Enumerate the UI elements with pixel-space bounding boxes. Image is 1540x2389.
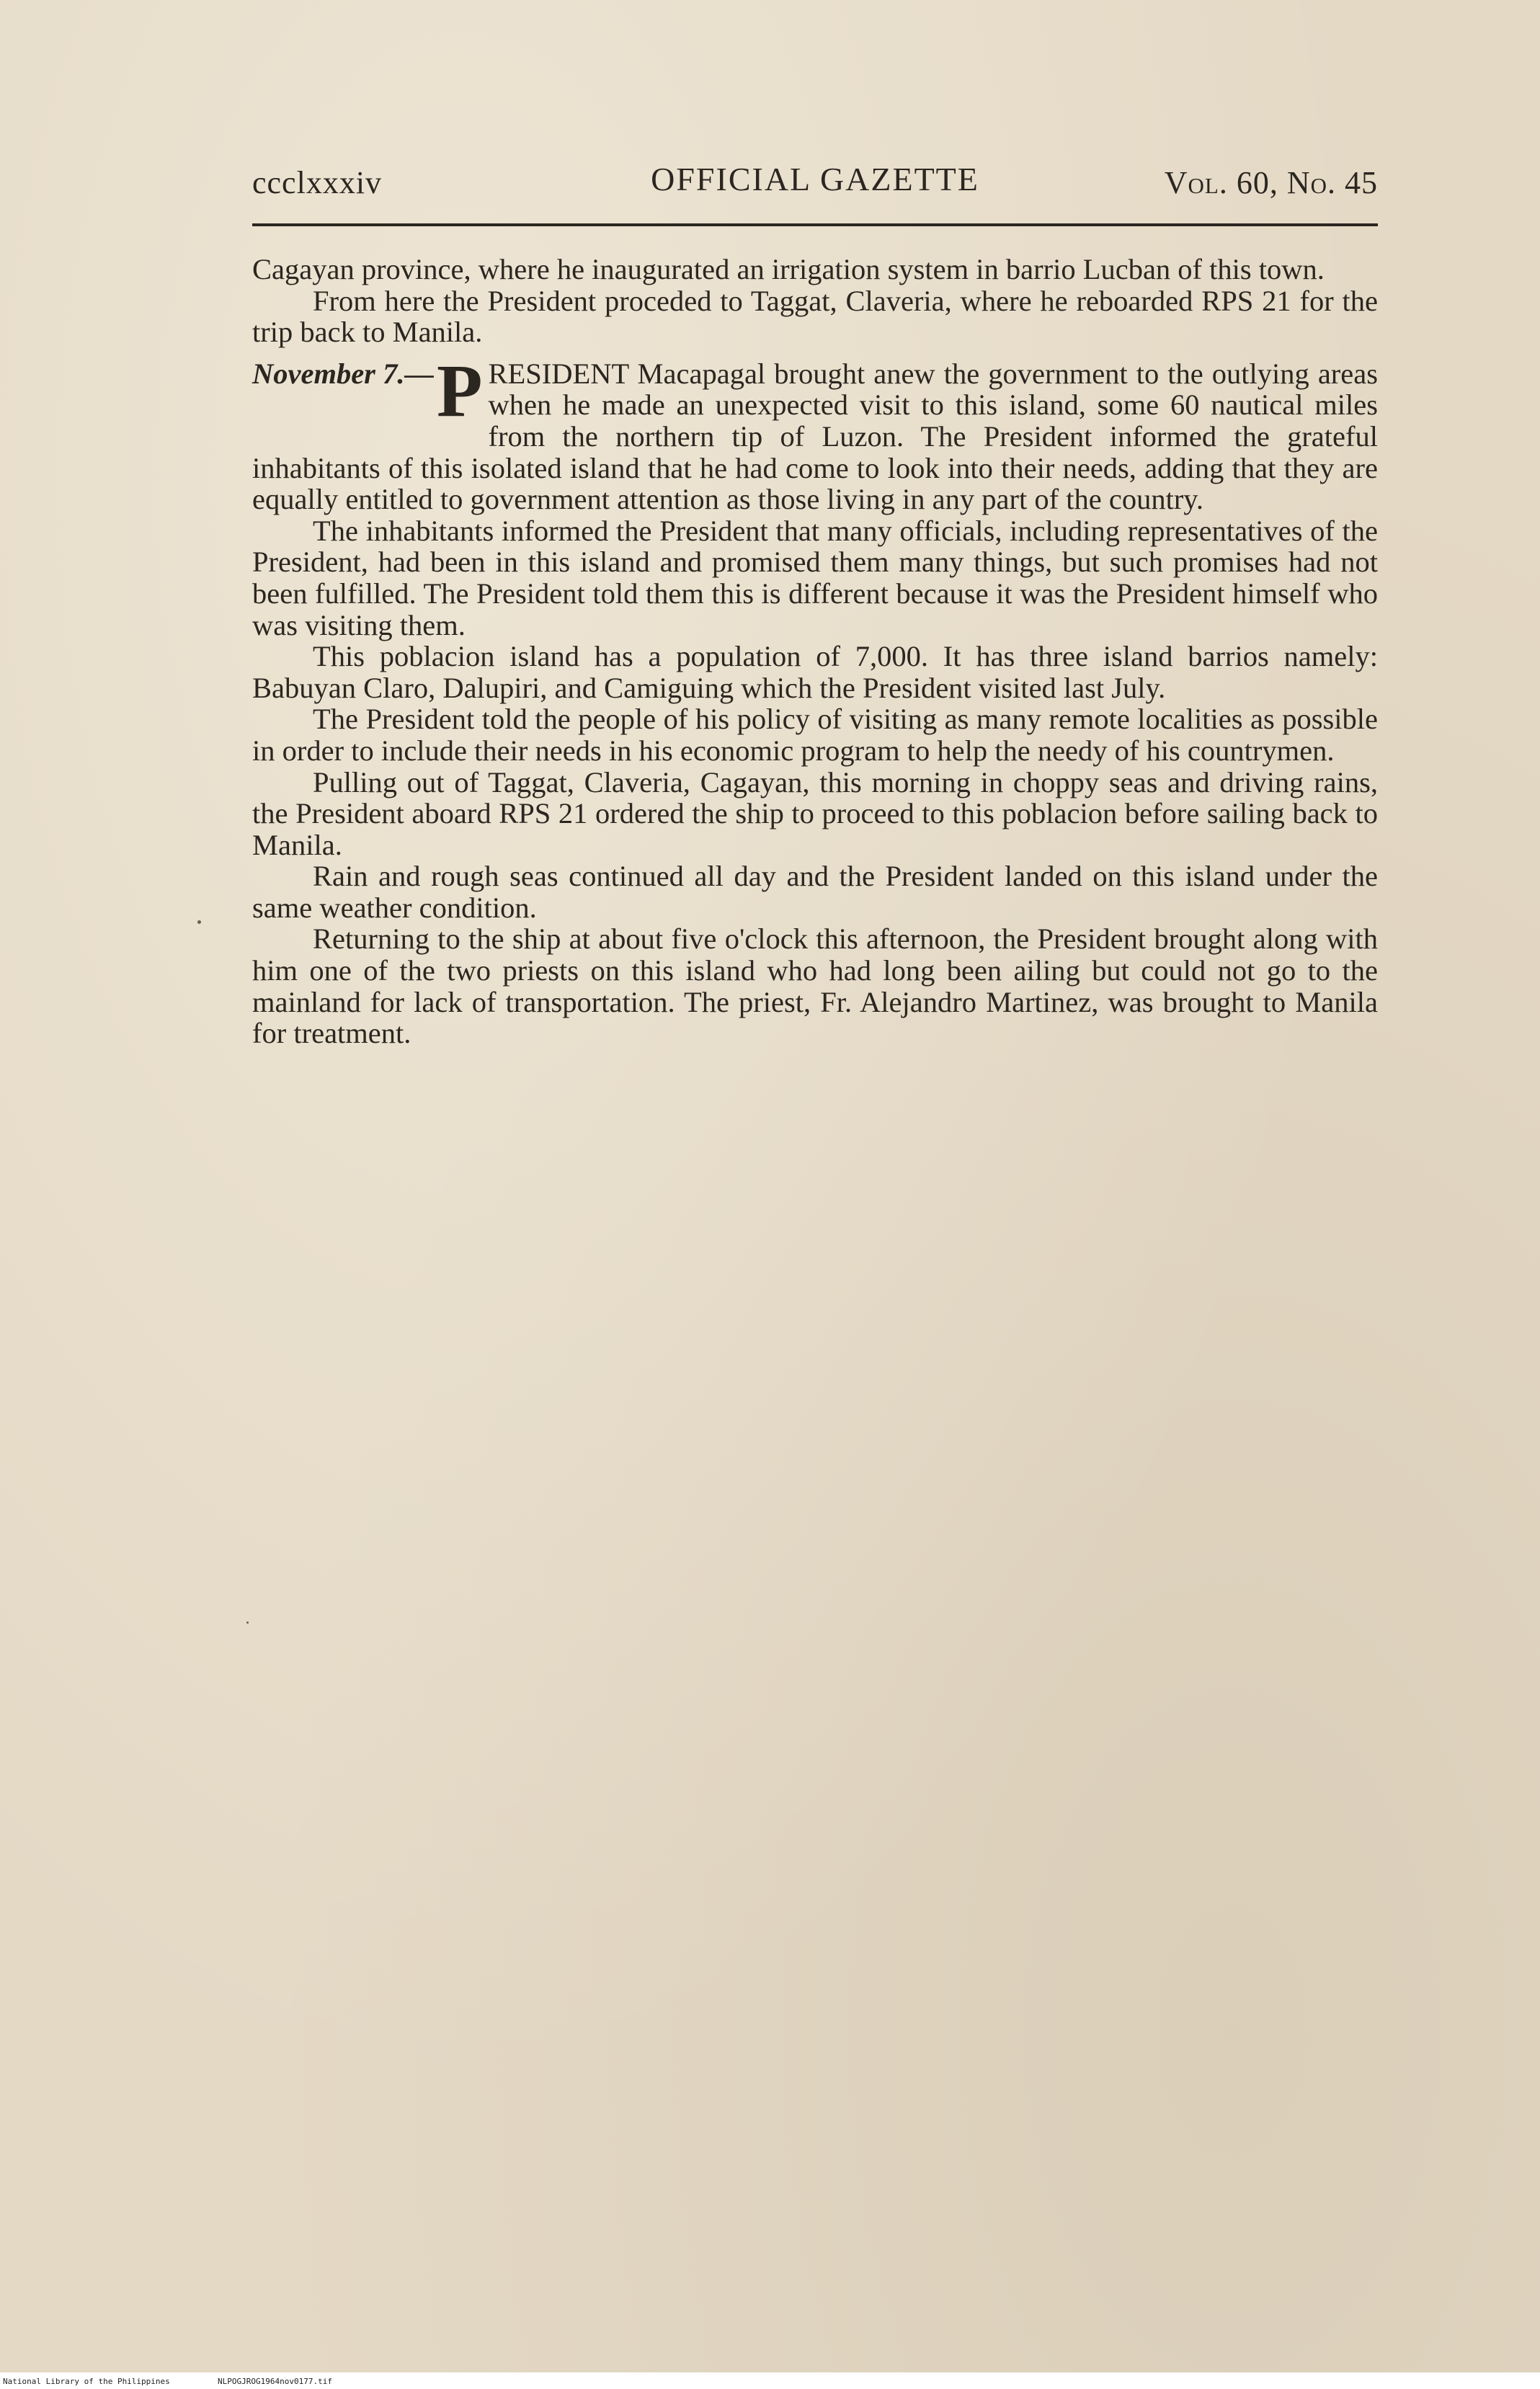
article-body: [252, 254, 1378, 1049]
running-header: [252, 160, 1378, 205]
paragraph-1: Cagayan province, where he inaugurated an irrigation system in barrio Lucban of this town.: [252, 253, 1325, 285]
scan-footer: [3, 2377, 332, 2386]
paragraph-4: The inhabitants informed the President that many officials, including representatives of the President, had been in this island and promised them many things, but such promises had not been fulfilled. The President told them this is different because it was the President himself who was visiting them.: [252, 514, 1378, 641]
paper-speck: [246, 1621, 249, 1624]
paragraph-8: Rain and rough seas continued all day and the President landed on this island under the same weather condition.: [252, 860, 1378, 924]
paragraph-3-text: RESIDENT Macapagal brought anew the government to the outlying areas when he made an unexpected visit to this island, some 60 nautical miles from the northern tip of Luzon. The President informed the grateful inhabitants of this isolated island that he had come to look into their needs, adding that they are equally entitled to government attention as those living in any part of the country.: [252, 357, 1378, 516]
entry-date: November 7.—: [252, 357, 434, 390]
paragraph-5: This poblacion island has a population of 7,000. It has three island barrios namely: Babuyan Claro, Dalupiri, and Camiguing which the President visited last July.: [252, 640, 1378, 704]
header-rule: [252, 223, 1378, 226]
publication-title: OFFICIAL GAZETTE: [651, 161, 979, 197]
volume-number: Vol. 60, No. 45: [1164, 165, 1378, 200]
paragraph-dated-entry: [252, 349, 1378, 516]
paper-speck: [197, 920, 201, 924]
footer-library: National Library of the Philippines: [3, 2377, 170, 2386]
drop-cap: P: [436, 349, 483, 432]
paragraph-9: Returning to the ship at about five o'clock this afternoon, the President brought along with him one of the two priests on this island who had long been ailing but could not go to the mainland for lack of transportation. The priest, Fr. Alejandro Martinez, was brought to Manila for treatment.: [252, 922, 1378, 1050]
page-folio: ccclxxxiv: [252, 165, 383, 200]
paragraph-6: The President told the people of his policy of visiting as many remote localities as possible in order to include their needs in his economic program to help the needy of his countrymen.: [252, 703, 1378, 767]
paragraph-7: Pulling out of Taggat, Claveria, Cagayan, this morning in choppy seas and driving rains, the President aboard RPS 21 ordered the ship to proceed to this poblacion before sailing back to Manila.: [252, 765, 1378, 861]
paragraph-2: From here the President proceded to Taggat, Claveria, where he reboarded RPS 21 for the trip back to Manila.: [252, 284, 1378, 349]
footer-filename: NLPOGJROG1964nov0177.tif: [218, 2377, 332, 2386]
